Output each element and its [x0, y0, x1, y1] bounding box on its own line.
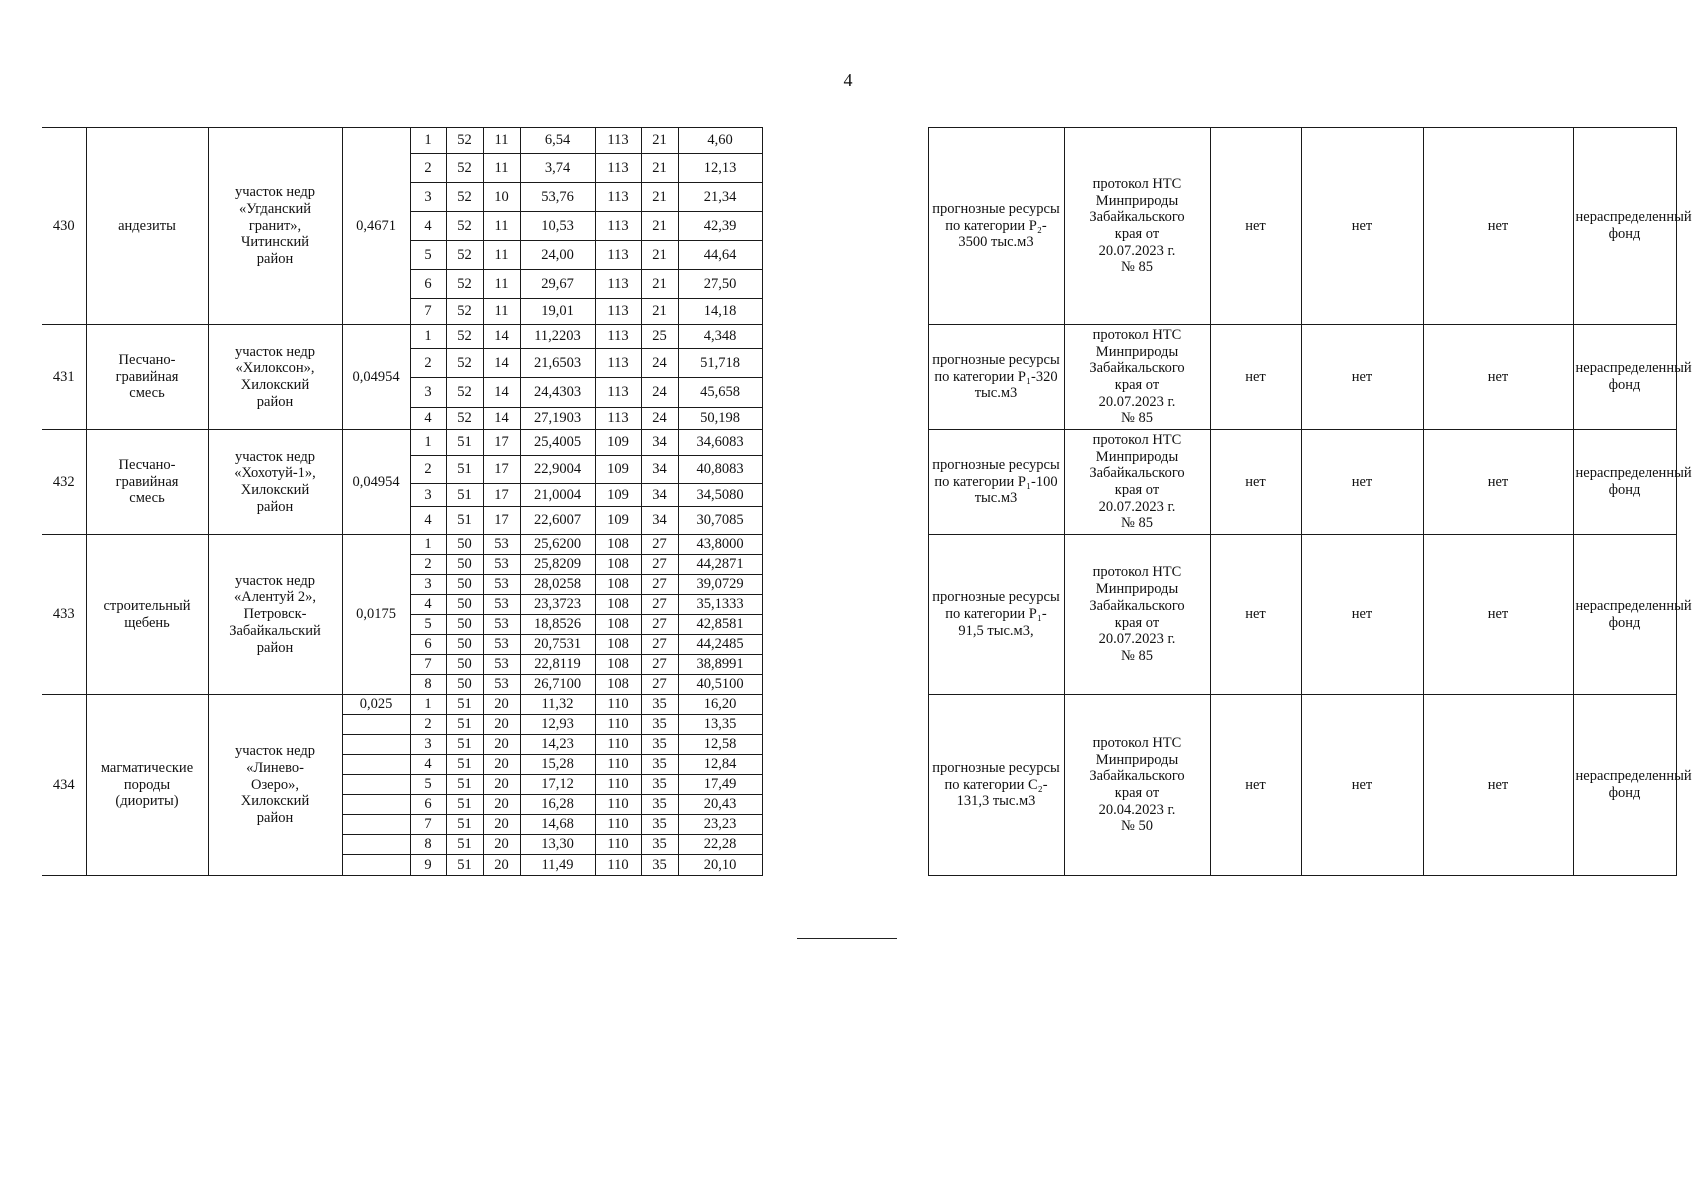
protocol-note: протокол НТС Минприроды Забайкальского края от 20.07.2023 г. № 85: [1064, 430, 1210, 535]
lat-deg: 50: [446, 675, 483, 695]
site-name: участок недр «Линево- Озеро», Хилокский район: [208, 695, 342, 876]
lat-deg: 51: [446, 507, 483, 535]
lat-sec: 53,76: [520, 183, 595, 212]
area-cell: [342, 735, 410, 755]
lat-deg: 50: [446, 595, 483, 615]
lon-deg: 113: [595, 241, 641, 270]
area-cell: [342, 775, 410, 795]
area-value: 0,04954: [342, 430, 410, 535]
lon-min: 24: [641, 349, 678, 378]
point-number: 1: [410, 325, 446, 349]
lon-deg: 110: [595, 835, 641, 855]
point-number: 3: [410, 735, 446, 755]
lat-sec: 11,32: [520, 695, 595, 715]
point-number: 5: [410, 775, 446, 795]
point-number: 2: [410, 456, 446, 484]
lon-sec: 14,18: [678, 299, 762, 325]
lat-sec: 18,8526: [520, 615, 595, 635]
status-cell: нет: [1423, 128, 1573, 325]
status-cell: нет: [1210, 695, 1301, 876]
lat-deg: 52: [446, 154, 483, 183]
lat-deg: 52: [446, 325, 483, 349]
lat-min: 14: [483, 325, 520, 349]
site-name: участок недр «Хохотуй-1», Хилокский район: [208, 430, 342, 535]
lon-min: 27: [641, 595, 678, 615]
lon-deg: 113: [595, 299, 641, 325]
lat-sec: 21,6503: [520, 349, 595, 378]
point-number: 8: [410, 675, 446, 695]
lat-deg: 50: [446, 635, 483, 655]
lon-sec: 4,60: [678, 128, 762, 154]
lon-sec: 30,7085: [678, 507, 762, 535]
lat-deg: 50: [446, 615, 483, 635]
lon-min: 34: [641, 430, 678, 456]
resources-note: прогнозные ресурсы по категории P₁-320 тыс.м3: [928, 325, 1064, 430]
point-number: 5: [410, 615, 446, 635]
lat-sec: 11,2203: [520, 325, 595, 349]
lat-sec: 14,23: [520, 735, 595, 755]
lat-deg: 52: [446, 183, 483, 212]
lat-deg: 51: [446, 855, 483, 876]
lon-min: 27: [641, 555, 678, 575]
lat-deg: 52: [446, 270, 483, 299]
point-number: 3: [410, 378, 446, 408]
lat-sec: 22,8119: [520, 655, 595, 675]
lon-min: 21: [641, 212, 678, 241]
lat-min: 11: [483, 128, 520, 154]
registry-table: [42, 127, 1692, 876]
lat-sec: 23,3723: [520, 595, 595, 615]
point-number: 1: [410, 535, 446, 555]
lon-deg: 109: [595, 456, 641, 484]
point-number: 6: [410, 635, 446, 655]
lon-min: 27: [641, 615, 678, 635]
lat-min: 11: [483, 270, 520, 299]
status-cell: нет: [1301, 695, 1423, 876]
lon-deg: 108: [595, 595, 641, 615]
lat-min: 14: [483, 349, 520, 378]
point-number: 4: [410, 595, 446, 615]
lon-sec: 51,718: [678, 349, 762, 378]
coord-spacer: [762, 430, 928, 535]
lon-deg: 113: [595, 378, 641, 408]
point-number: 3: [410, 484, 446, 507]
resources-note: прогнозные ресурсы по категории P₁- 91,5 тыс.м3,: [928, 535, 1064, 695]
lon-sec: 44,2871: [678, 555, 762, 575]
lon-min: 21: [641, 270, 678, 299]
lat-min: 17: [483, 507, 520, 535]
protocol-note: протокол НТС Минприроды Забайкальского края от 20.07.2023 г. № 85: [1064, 128, 1210, 325]
lon-deg: 113: [595, 270, 641, 299]
site-name: участок недр «Алентуй 2», Петровск- Забайкальский район: [208, 535, 342, 695]
lon-min: 34: [641, 507, 678, 535]
lat-sec: 28,0258: [520, 575, 595, 595]
lon-min: 35: [641, 835, 678, 855]
lat-deg: 50: [446, 575, 483, 595]
lat-sec: 15,28: [520, 755, 595, 775]
point-number: 2: [410, 715, 446, 735]
lat-deg: 51: [446, 715, 483, 735]
lon-sec: 20,10: [678, 855, 762, 876]
lat-sec: 12,93: [520, 715, 595, 735]
lon-min: 35: [641, 755, 678, 775]
lat-sec: 21,0004: [520, 484, 595, 507]
point-number: 4: [410, 507, 446, 535]
coord-spacer: [762, 535, 928, 695]
lat-deg: 51: [446, 815, 483, 835]
lat-sec: 11,49: [520, 855, 595, 876]
lat-min: 14: [483, 408, 520, 430]
lat-min: 20: [483, 715, 520, 735]
lon-min: 34: [641, 456, 678, 484]
table-row: [42, 325, 1676, 349]
lat-min: 17: [483, 430, 520, 456]
lon-sec: 20,43: [678, 795, 762, 815]
object-number: 432: [42, 430, 86, 535]
lon-deg: 108: [595, 615, 641, 635]
lon-deg: 113: [595, 408, 641, 430]
area-cell: [342, 815, 410, 835]
lon-min: 21: [641, 183, 678, 212]
lon-deg: 108: [595, 675, 641, 695]
lat-min: 11: [483, 299, 520, 325]
area-cell: [342, 755, 410, 775]
lon-deg: 109: [595, 507, 641, 535]
lat-sec: 19,01: [520, 299, 595, 325]
lat-min: 53: [483, 655, 520, 675]
lon-sec: 42,8581: [678, 615, 762, 635]
lon-min: 35: [641, 815, 678, 835]
lat-deg: 51: [446, 735, 483, 755]
lon-min: 27: [641, 655, 678, 675]
point-number: 7: [410, 655, 446, 675]
lon-deg: 113: [595, 325, 641, 349]
lon-deg: 110: [595, 855, 641, 876]
lat-min: 20: [483, 835, 520, 855]
point-number: 3: [410, 183, 446, 212]
lat-sec: 27,1903: [520, 408, 595, 430]
lon-sec: 38,8991: [678, 655, 762, 675]
lon-sec: 42,39: [678, 212, 762, 241]
lat-deg: 51: [446, 775, 483, 795]
lon-sec: 44,64: [678, 241, 762, 270]
lon-deg: 110: [595, 735, 641, 755]
protocol-note: протокол НТС Минприроды Забайкальского края от 20.07.2023 г. № 85: [1064, 535, 1210, 695]
lat-sec: 29,67: [520, 270, 595, 299]
point-number: 1: [410, 430, 446, 456]
mineral-type: Песчано- гравийная смесь: [86, 430, 208, 535]
lat-deg: 51: [446, 795, 483, 815]
lat-min: 53: [483, 555, 520, 575]
lon-sec: 50,198: [678, 408, 762, 430]
status-cell: нет: [1301, 430, 1423, 535]
status-cell: нет: [1210, 535, 1301, 695]
lon-min: 24: [641, 408, 678, 430]
lon-deg: 109: [595, 484, 641, 507]
table-row: [42, 695, 1676, 715]
lon-deg: 110: [595, 775, 641, 795]
lat-deg: 51: [446, 456, 483, 484]
mineral-type: Песчано- гравийная смесь: [86, 325, 208, 430]
point-number: 4: [410, 755, 446, 775]
lon-min: 35: [641, 735, 678, 755]
point-number: 8: [410, 835, 446, 855]
registry-body: [42, 128, 1692, 876]
lon-deg: 113: [595, 349, 641, 378]
lon-sec: 13,35: [678, 715, 762, 735]
lon-deg: 110: [595, 715, 641, 735]
lat-deg: 52: [446, 212, 483, 241]
area-value: 0,0175: [342, 535, 410, 695]
lat-deg: 52: [446, 408, 483, 430]
fund-status: нераспределенный фонд: [1573, 695, 1676, 876]
lon-deg: 110: [595, 795, 641, 815]
fund-status: нераспределенный фонд: [1573, 430, 1676, 535]
lat-sec: 25,8209: [520, 555, 595, 575]
lon-deg: 108: [595, 555, 641, 575]
resources-note: прогнозные ресурсы по категории P₂- 3500 тыс.м3: [928, 128, 1064, 325]
point-number: 2: [410, 349, 446, 378]
area-value: 0,4671: [342, 128, 410, 325]
status-cell: нет: [1423, 535, 1573, 695]
lat-deg: 52: [446, 241, 483, 270]
table-row: [42, 128, 1676, 154]
lon-sec: 27,50: [678, 270, 762, 299]
lat-deg: 52: [446, 128, 483, 154]
resources-note: прогнозные ресурсы по категории P₁-100 тыс.м3: [928, 430, 1064, 535]
object-number: 434: [42, 695, 86, 876]
coord-spacer: [762, 325, 928, 430]
lon-deg: 113: [595, 183, 641, 212]
lat-deg: 51: [446, 835, 483, 855]
lon-min: 21: [641, 154, 678, 183]
lon-min: 21: [641, 128, 678, 154]
status-cell: нет: [1423, 325, 1573, 430]
point-number: 4: [410, 212, 446, 241]
area-cell: [342, 855, 410, 876]
lon-sec: 45,658: [678, 378, 762, 408]
lat-min: 53: [483, 535, 520, 555]
lon-min: 27: [641, 575, 678, 595]
lon-deg: 113: [595, 128, 641, 154]
lon-min: 24: [641, 378, 678, 408]
point-number: 3: [410, 575, 446, 595]
lon-min: 35: [641, 855, 678, 876]
lat-sec: 24,4303: [520, 378, 595, 408]
status-cell: нет: [1301, 535, 1423, 695]
resources-note: прогнозные ресурсы по категории C₂- 131,3 тыс.м3: [928, 695, 1064, 876]
lat-deg: 52: [446, 349, 483, 378]
lon-min: 21: [641, 299, 678, 325]
lon-deg: 108: [595, 635, 641, 655]
lat-min: 17: [483, 484, 520, 507]
status-cell: нет: [1210, 325, 1301, 430]
area-cell: [342, 835, 410, 855]
mineral-type: строительный щебень: [86, 535, 208, 695]
lon-min: 25: [641, 325, 678, 349]
lon-sec: 12,58: [678, 735, 762, 755]
lat-deg: 52: [446, 299, 483, 325]
lat-sec: 13,30: [520, 835, 595, 855]
lat-min: 14: [483, 378, 520, 408]
fund-status: нераспределенный фонд: [1573, 128, 1676, 325]
lon-min: 34: [641, 484, 678, 507]
lon-sec: 39,0729: [678, 575, 762, 595]
lon-min: 35: [641, 775, 678, 795]
object-number: 430: [42, 128, 86, 325]
point-number: 9: [410, 855, 446, 876]
mineral-type: андезиты: [86, 128, 208, 325]
lat-min: 53: [483, 575, 520, 595]
lat-sec: 22,9004: [520, 456, 595, 484]
protocol-note: протокол НТС Минприроды Забайкальского края от 20.07.2023 г. № 85: [1064, 325, 1210, 430]
lat-sec: 24,00: [520, 241, 595, 270]
lon-deg: 110: [595, 755, 641, 775]
lon-sec: 21,34: [678, 183, 762, 212]
lon-sec: 44,2485: [678, 635, 762, 655]
lat-min: 20: [483, 735, 520, 755]
lat-min: 20: [483, 795, 520, 815]
lat-min: 53: [483, 615, 520, 635]
lat-deg: 52: [446, 378, 483, 408]
lon-min: 27: [641, 675, 678, 695]
lon-sec: 22,28: [678, 835, 762, 855]
lat-deg: 51: [446, 484, 483, 507]
lat-min: 17: [483, 456, 520, 484]
table-row: [42, 535, 1676, 555]
lat-min: 20: [483, 755, 520, 775]
point-number: 1: [410, 128, 446, 154]
lon-deg: 108: [595, 535, 641, 555]
lat-deg: 51: [446, 430, 483, 456]
lat-deg: 50: [446, 535, 483, 555]
lat-min: 20: [483, 815, 520, 835]
status-cell: нет: [1423, 430, 1573, 535]
lon-min: 35: [641, 795, 678, 815]
lon-sec: 43,8000: [678, 535, 762, 555]
lat-deg: 51: [446, 755, 483, 775]
lat-deg: 50: [446, 555, 483, 575]
lat-min: 53: [483, 595, 520, 615]
lat-sec: 10,53: [520, 212, 595, 241]
lon-deg: 109: [595, 430, 641, 456]
lat-min: 11: [483, 212, 520, 241]
point-number: 7: [410, 299, 446, 325]
coord-spacer: [762, 695, 928, 876]
lat-sec: 25,6200: [520, 535, 595, 555]
point-number: 2: [410, 555, 446, 575]
lat-min: 20: [483, 855, 520, 876]
lat-sec: 6,54: [520, 128, 595, 154]
object-number: 431: [42, 325, 86, 430]
lon-min: 21: [641, 241, 678, 270]
area-value: 0,025: [342, 695, 410, 715]
lat-min: 11: [483, 241, 520, 270]
lon-sec: 12,13: [678, 154, 762, 183]
point-number: 1: [410, 695, 446, 715]
lon-sec: 16,20: [678, 695, 762, 715]
point-number: 6: [410, 270, 446, 299]
area-value: 0,04954: [342, 325, 410, 430]
lon-deg: 108: [595, 575, 641, 595]
lon-sec: 4,348: [678, 325, 762, 349]
status-cell: нет: [1301, 128, 1423, 325]
status-cell: нет: [1210, 430, 1301, 535]
lon-sec: 40,5100: [678, 675, 762, 695]
lat-sec: 25,4005: [520, 430, 595, 456]
lon-sec: 17,49: [678, 775, 762, 795]
lon-deg: 113: [595, 154, 641, 183]
lon-sec: 34,5080: [678, 484, 762, 507]
lon-min: 35: [641, 695, 678, 715]
point-number: 4: [410, 408, 446, 430]
status-cell: нет: [1301, 325, 1423, 430]
area-cell: [342, 795, 410, 815]
lon-sec: 34,6083: [678, 430, 762, 456]
object-number: 433: [42, 535, 86, 695]
protocol-note: протокол НТС Минприроды Забайкальского края от 20.04.2023 г. № 50: [1064, 695, 1210, 876]
point-number: 5: [410, 241, 446, 270]
table-row: [42, 430, 1676, 456]
fund-status: нераспределенный фонд: [1573, 325, 1676, 430]
lat-sec: 3,74: [520, 154, 595, 183]
fund-status: нераспределенный фонд: [1573, 535, 1676, 695]
lon-deg: 110: [595, 815, 641, 835]
status-cell: нет: [1423, 695, 1573, 876]
lat-min: 10: [483, 183, 520, 212]
lon-sec: 12,84: [678, 755, 762, 775]
lat-deg: 51: [446, 695, 483, 715]
mineral-type: магматические породы (диориты): [86, 695, 208, 876]
lat-min: 53: [483, 675, 520, 695]
lat-sec: 20,7531: [520, 635, 595, 655]
page-number: 4: [843, 70, 853, 90]
lat-sec: 16,28: [520, 795, 595, 815]
point-number: 6: [410, 795, 446, 815]
lon-deg: 108: [595, 655, 641, 675]
lon-deg: 113: [595, 212, 641, 241]
lat-min: 11: [483, 154, 520, 183]
lon-min: 27: [641, 635, 678, 655]
area-cell: [342, 715, 410, 735]
lon-sec: 40,8083: [678, 456, 762, 484]
lon-min: 27: [641, 535, 678, 555]
lon-sec: 35,1333: [678, 595, 762, 615]
status-cell: нет: [1210, 128, 1301, 325]
coord-spacer: [762, 128, 928, 325]
lon-sec: 23,23: [678, 815, 762, 835]
point-number: 2: [410, 154, 446, 183]
lat-min: 20: [483, 695, 520, 715]
point-number: 7: [410, 815, 446, 835]
lat-min: 20: [483, 775, 520, 795]
lat-sec: 17,12: [520, 775, 595, 795]
lat-deg: 50: [446, 655, 483, 675]
site-name: участок недр «Хилоксон», Хилокский район: [208, 325, 342, 430]
lon-min: 35: [641, 715, 678, 735]
lat-min: 53: [483, 635, 520, 655]
site-name: участок недр «Угданский гранит», Читинский район: [208, 128, 342, 325]
lat-sec: 14,68: [520, 815, 595, 835]
lon-deg: 110: [595, 695, 641, 715]
lat-sec: 26,7100: [520, 675, 595, 695]
end-rule: [797, 938, 897, 939]
lat-sec: 22,6007: [520, 507, 595, 535]
